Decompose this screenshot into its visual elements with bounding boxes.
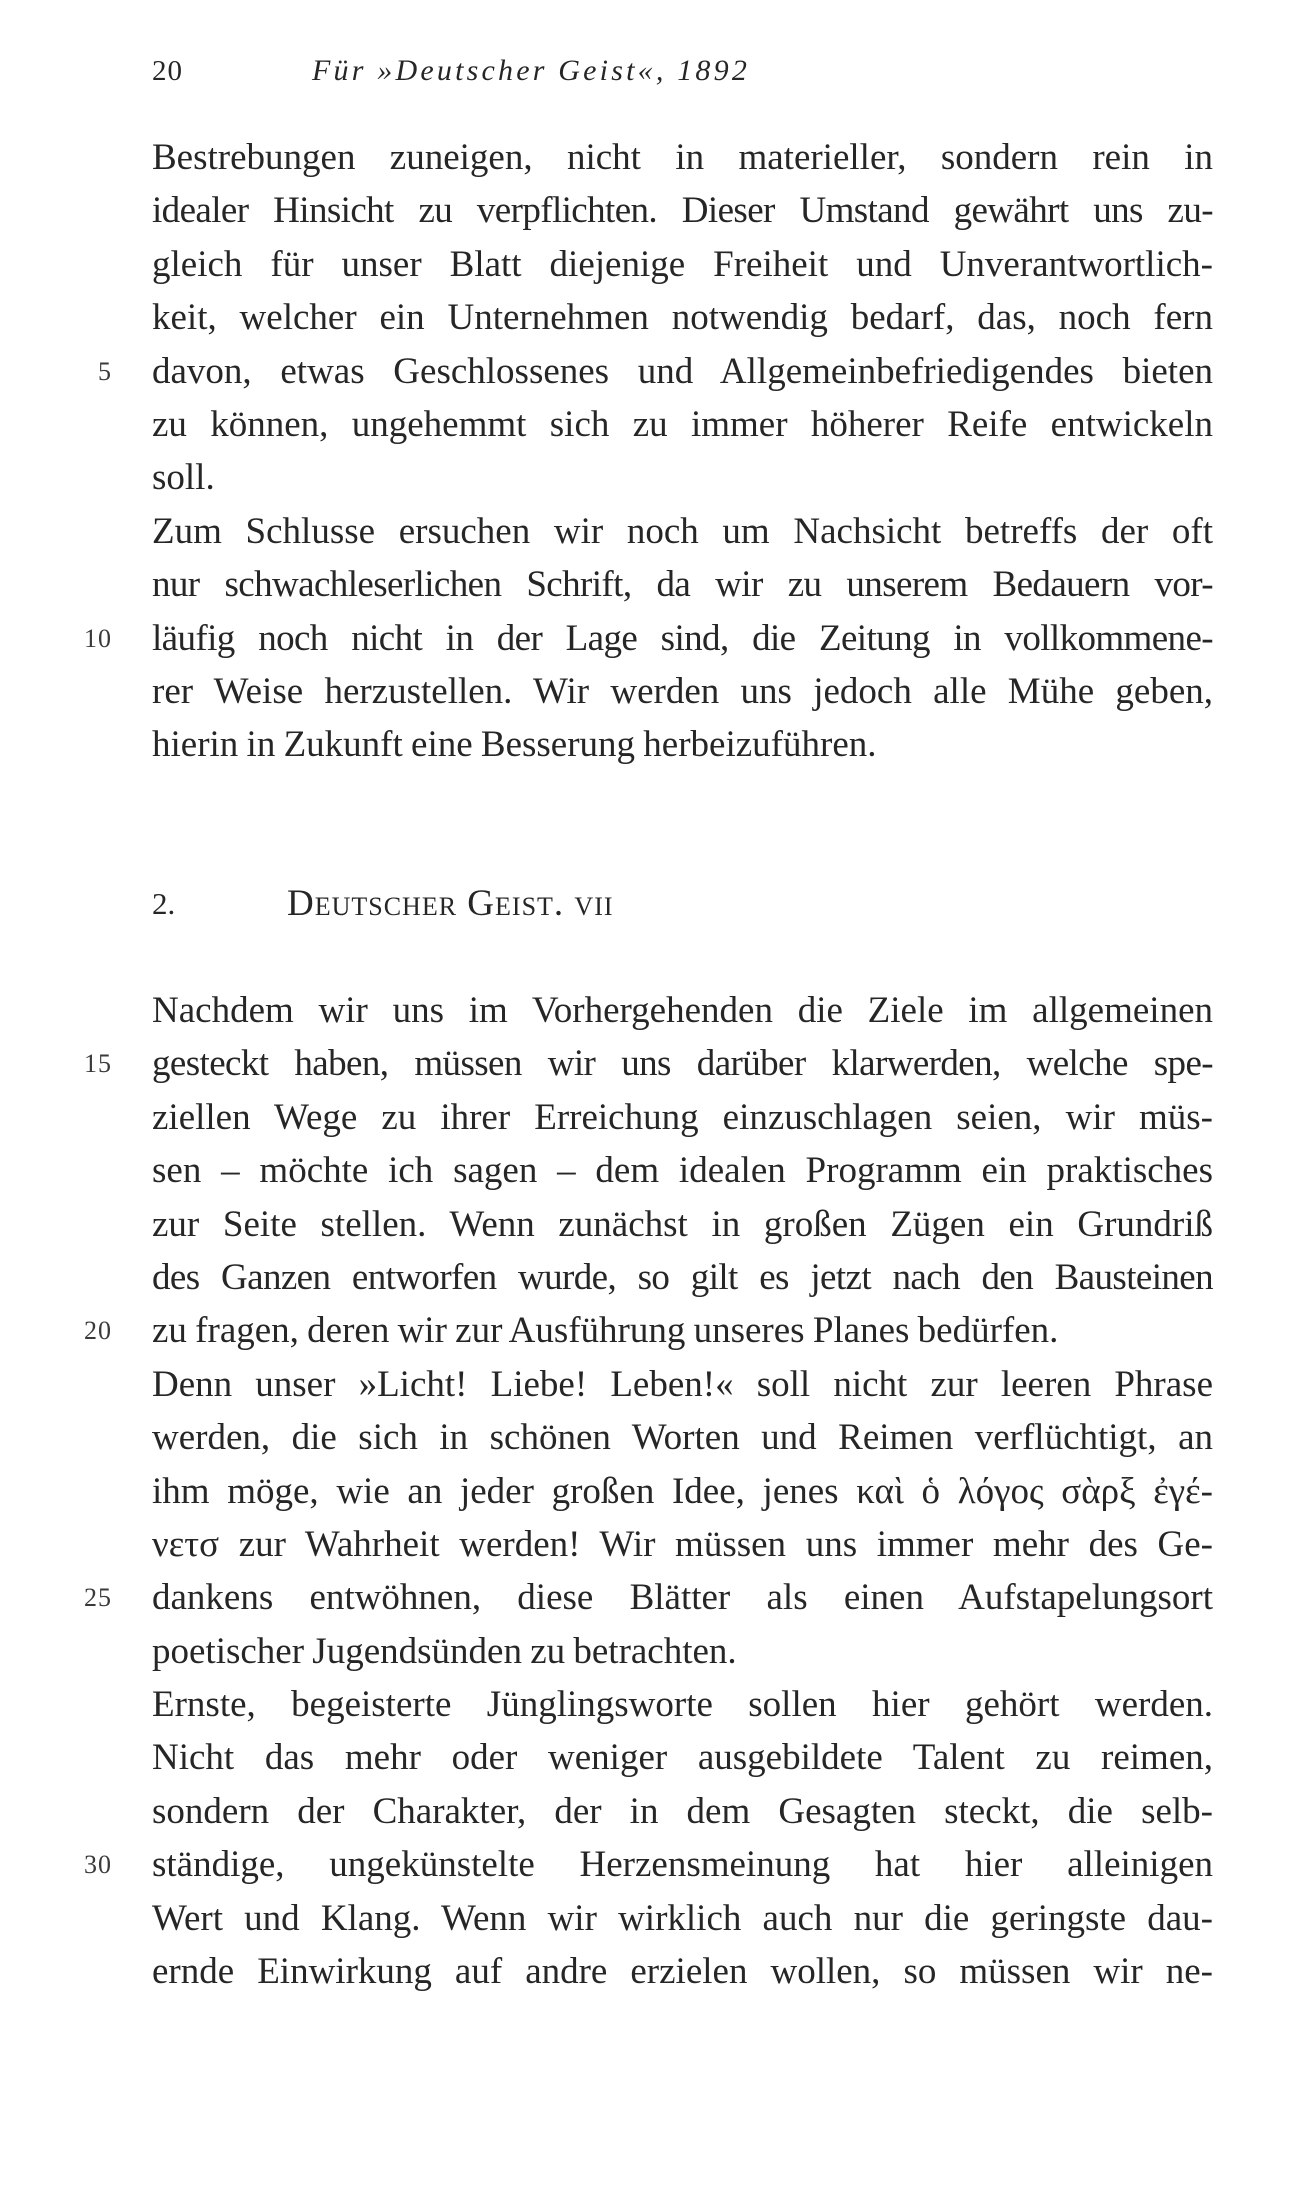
line-text: Zum Schlusse ersuchen wir noch um Nachsicht betreffs der oft	[152, 510, 1213, 552]
line-text: des Ganzen entworfen wurde, so gilt es jetzt nach den Bausteinen	[152, 1256, 1213, 1298]
line-number: 10	[84, 623, 112, 653]
text-line	[152, 1411, 1213, 1464]
text-line	[152, 184, 1213, 237]
text-line	[84, 1571, 1213, 1624]
line-text: gleich für unser Blatt diejenige Freiheit und Unverantwortlich-	[152, 243, 1213, 285]
line-text: Nachdem wir uns im Vorhergehenden die Ziele im allgemeinen	[152, 990, 1213, 1031]
text-line	[152, 558, 1213, 611]
line-text: ihm möge, wie an jeder großen Idee, jenes καὶ ὁ λόγος σὰρξ ἐγέ-	[152, 1470, 1213, 1512]
section-number: 2.	[152, 886, 176, 921]
line-text: zu können, ungehemmt sich zu immer höherer Reife entwickeln	[152, 403, 1213, 445]
text-line	[152, 291, 1213, 344]
line-text: Wert und Klang. Wenn wir wirklich auch nur die geringste dau-	[152, 1897, 1213, 1939]
text-line	[152, 1731, 1213, 1784]
text-line	[152, 984, 1213, 1037]
line-text: sen – möchte ich sagen – dem idealen Programm ein praktisches	[152, 1150, 1213, 1192]
text-line	[152, 505, 1213, 558]
line-text: werden, die sich in schönen Worten und Reimen verflüchtigt, an	[152, 1417, 1213, 1459]
line-text: Denn unser »Licht! Liebe! Leben!« soll nicht zur leeren Phrase	[152, 1363, 1213, 1405]
section-heading	[152, 877, 1052, 930]
text-line	[152, 1091, 1213, 1144]
text-line	[152, 238, 1213, 291]
line-text: Nicht das mehr oder weniger ausgebildete Talent zu reimen,	[152, 1737, 1213, 1779]
line-text: gesteckt haben, müssen wir uns darüber klarwerden, welche spe-	[152, 1043, 1213, 1085]
text-line	[152, 1465, 1213, 1518]
text-line	[152, 1251, 1213, 1304]
line-number: 20	[84, 1316, 112, 1346]
text-line	[152, 451, 1213, 504]
text-line	[152, 1198, 1213, 1251]
line-text: sondern der Charakter, der in dem Gesagten steckt, die selb-	[152, 1790, 1213, 1832]
line-text: nur schwachleserlichen Schrift, da wir zu unserem Bedauern vor-	[152, 564, 1213, 606]
line-number: 25	[84, 1583, 112, 1613]
text-line	[84, 1037, 1213, 1090]
text-line	[152, 398, 1213, 451]
line-text: zur Seite stellen. Wenn zunächst in großen Zügen ein Grundriß	[152, 1203, 1213, 1245]
line-text: Bestrebungen zuneigen, nicht in materieller, sondern rein in	[152, 137, 1213, 178]
text-line	[152, 1625, 1213, 1678]
line-number: 15	[84, 1049, 112, 1079]
text-line	[152, 1358, 1213, 1411]
running-title: Für »Deutscher Geist«, 1892	[312, 54, 751, 87]
text-line	[84, 1304, 1213, 1357]
line-text: νετσ zur Wahrheit werden! Wir müssen uns immer mehr des Ge-	[152, 1523, 1213, 1565]
line-text: davon, etwas Geschlossenes und Allgemeinbefriedigendes bieten	[152, 350, 1213, 392]
text-line	[84, 1838, 1213, 1891]
line-text: ernde Einwirkung auf andre erzielen wollen, so müssen wir ne-	[152, 1951, 1213, 1993]
section-2-body	[84, 984, 1213, 1998]
section-1-body	[84, 131, 1213, 772]
text-line	[152, 131, 1213, 184]
line-number: 30	[84, 1850, 112, 1880]
line-text: Ernste, begeisterte Jünglingsworte sollen hier gehört werden.	[152, 1684, 1213, 1726]
text-line	[152, 1678, 1213, 1731]
line-text: hierin in Zukunft eine Besserung herbeizuführen.	[152, 724, 877, 766]
text-line	[152, 665, 1213, 718]
line-text: zu fragen, deren wir zur Ausführung unseres Planes bedürfen.	[152, 1310, 1059, 1352]
section-title: Deutscher Geist. vii	[287, 883, 614, 924]
line-text: ziellen Wege zu ihrer Erreichung einzuschlagen seien, wir müs-	[152, 1096, 1213, 1138]
page-number: 20	[152, 55, 183, 87]
text-line	[152, 1518, 1213, 1571]
line-text: poetischer Jugendsünden zu betrachten.	[152, 1630, 737, 1672]
line-text: idealer Hinsicht zu verpflichten. Dieser Umstand gewährt uns zu-	[152, 190, 1213, 232]
line-text: rer Weise herzustellen. Wir werden uns jedoch alle Mühe geben,	[152, 670, 1213, 712]
line-text: dankens entwöhnen, diese Blätter als einen Aufstapelungsort	[152, 1577, 1213, 1619]
text-line	[152, 1144, 1213, 1197]
text-line	[84, 612, 1213, 665]
text-line	[98, 345, 1213, 398]
text-line	[152, 1892, 1213, 1945]
text-line	[152, 1945, 1213, 1998]
line-number: 5	[98, 356, 112, 386]
line-text: keit, welcher ein Unternehmen notwendig bedarf, das, noch fern	[152, 297, 1213, 339]
text-line	[152, 718, 1213, 771]
line-text: ständige, ungekünstelte Herzensmeinung hat hier alleinigen	[152, 1844, 1213, 1886]
line-text: soll.	[152, 457, 215, 499]
text-line	[152, 1785, 1213, 1838]
line-text: läufig noch nicht in der Lage sind, die Zeitung in vollkommene-	[152, 617, 1213, 659]
running-head	[152, 51, 952, 91]
